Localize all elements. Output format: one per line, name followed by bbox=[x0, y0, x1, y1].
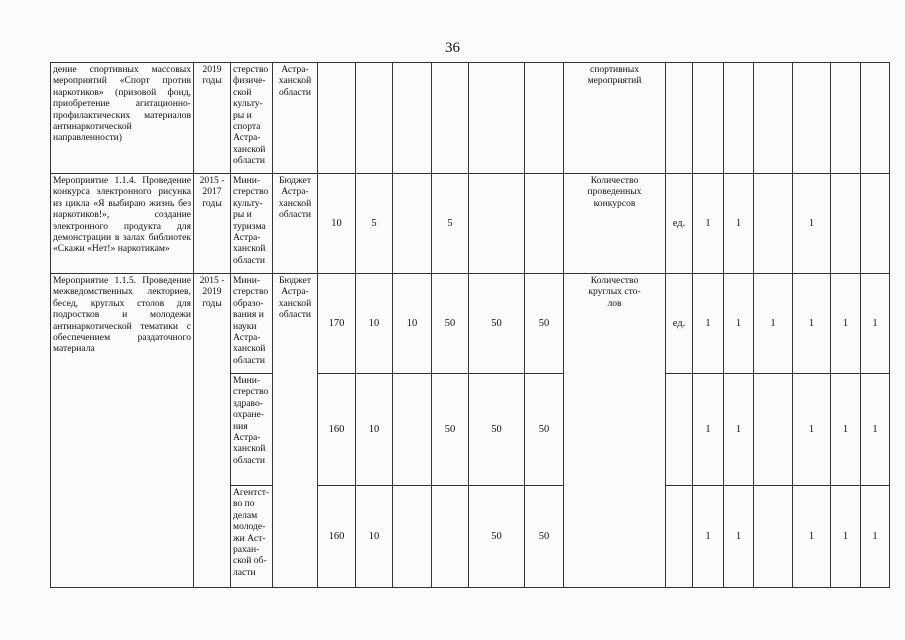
table-row bbox=[51, 274, 890, 374]
indicator-value bbox=[754, 486, 793, 588]
indicator-name: Количество проведенных конкурсов bbox=[564, 174, 666, 274]
activity-executor: Агентст- во по делам молоде- жи Аст- рахан- ской об- ласти bbox=[231, 486, 273, 588]
indicator-value: 1 bbox=[693, 486, 724, 588]
indicator-value-cell bbox=[693, 63, 724, 174]
indicator-value: 1 bbox=[831, 486, 861, 588]
indicator-value: 1 bbox=[793, 174, 831, 274]
activity-years: 2015 - 2019 годы bbox=[194, 274, 231, 588]
funding-value bbox=[393, 486, 432, 588]
table-row bbox=[51, 174, 890, 274]
funding-value: 50 bbox=[432, 374, 469, 486]
indicator-value: 1 bbox=[861, 374, 890, 486]
funding-value: 50 bbox=[432, 274, 469, 374]
funding-value-cell bbox=[469, 63, 525, 174]
unit-cell: ед. bbox=[666, 274, 693, 374]
funding-value-cell bbox=[525, 63, 564, 174]
indicator-value: 1 bbox=[793, 486, 831, 588]
indicator-value: 1 bbox=[693, 274, 724, 374]
indicator-value bbox=[754, 374, 793, 486]
indicator-value: 1 bbox=[831, 274, 861, 374]
unit-cell: ед. bbox=[666, 174, 693, 274]
funding-value-cell bbox=[318, 63, 356, 174]
table-row bbox=[51, 63, 890, 174]
unit-cell bbox=[666, 63, 693, 174]
indicator-value: 1 bbox=[861, 274, 890, 374]
indicator-value-cell bbox=[724, 63, 754, 174]
indicator-value bbox=[754, 174, 793, 274]
funding-value bbox=[393, 374, 432, 486]
unit-cell bbox=[666, 486, 693, 588]
indicator-value-cell bbox=[861, 63, 890, 174]
activity-executor: Мини- стерство образо- вания и науки Астра- ханской области bbox=[231, 274, 273, 374]
funding-value: 170 bbox=[318, 274, 356, 374]
program-activities-table bbox=[50, 62, 890, 588]
funding-value bbox=[525, 174, 564, 274]
funding-value: 50 bbox=[525, 374, 564, 486]
funding-value: 50 bbox=[469, 374, 525, 486]
indicator-name: Количество круглых сто- лов bbox=[564, 274, 666, 588]
funding-value bbox=[469, 174, 525, 274]
indicator-name: спортивных мероприятий bbox=[564, 63, 666, 174]
indicator-value: 1 bbox=[724, 486, 754, 588]
indicator-value: 1 bbox=[693, 174, 724, 274]
funding-value: 5 bbox=[432, 174, 469, 274]
funding-value: 10 bbox=[356, 274, 393, 374]
indicator-value-cell bbox=[831, 63, 861, 174]
indicator-value: 1 bbox=[724, 274, 754, 374]
activity-description: Мероприятие 1.1.4. Проведение конкурса электронного рисунка из цикла «Я выбираю жизнь без наркотиков!», создание электронного продукта для демонстрации в залах библиотек «Скажи «Нет!» наркотикам» bbox=[51, 174, 194, 274]
activity-description: Мероприятие 1.1.5. Проведение межведомственных лекториев, бесед, круглых столов для подростков и молодежи антинаркотической тематики с обеспечением раздаточного материала bbox=[51, 274, 194, 588]
activity-years: 2015 - 2017 годы bbox=[194, 174, 231, 274]
indicator-value: 1 bbox=[831, 374, 861, 486]
funding-value: 50 bbox=[469, 274, 525, 374]
indicator-value: 1 bbox=[861, 486, 890, 588]
funding-value: 160 bbox=[318, 374, 356, 486]
funding-value: 50 bbox=[469, 486, 525, 588]
funding-source: Астра- ханской области bbox=[273, 63, 318, 174]
activity-executor: Мини- стерство культу- ры и туризма Астра- ханской области bbox=[231, 174, 273, 274]
funding-value: 5 bbox=[356, 174, 393, 274]
funding-source: Бюджет Астра- ханской области bbox=[273, 274, 318, 588]
funding-value: 50 bbox=[525, 486, 564, 588]
activity-years: 2019 годы bbox=[194, 63, 231, 174]
indicator-value: 1 bbox=[724, 374, 754, 486]
funding-value: 10 bbox=[318, 174, 356, 274]
activity-executor: Мини- стерство здраво- охране- ния Астра- ханской области bbox=[231, 374, 273, 486]
funding-value-cell bbox=[356, 63, 393, 174]
indicator-value bbox=[831, 174, 861, 274]
indicator-value: 1 bbox=[693, 374, 724, 486]
unit-cell bbox=[666, 374, 693, 486]
indicator-value: 1 bbox=[793, 374, 831, 486]
activity-executor: стерство физиче- ской культу- ры и спорта Астра- ханской области bbox=[231, 63, 273, 174]
funding-value bbox=[432, 486, 469, 588]
funding-value: 10 bbox=[356, 374, 393, 486]
indicator-value-cell bbox=[793, 63, 831, 174]
indicator-value-cell bbox=[754, 63, 793, 174]
page-number: 36 bbox=[445, 40, 460, 56]
indicator-value bbox=[861, 174, 890, 274]
funding-value: 160 bbox=[318, 486, 356, 588]
funding-value-cell bbox=[432, 63, 469, 174]
indicator-value: 1 bbox=[793, 274, 831, 374]
funding-value: 10 bbox=[356, 486, 393, 588]
funding-value bbox=[393, 174, 432, 274]
activity-description: дение спортивных массовых мероприятий «Спорт против наркотиков» (призовой фонд, приобретение агитационно-профилактических материалов антинаркотической направленности) bbox=[51, 63, 194, 174]
indicator-value: 1 bbox=[724, 174, 754, 274]
funding-value: 10 bbox=[393, 274, 432, 374]
funding-source: Бюджет Астра- ханской области bbox=[273, 174, 318, 274]
funding-value: 50 bbox=[525, 274, 564, 374]
indicator-value: 1 bbox=[754, 274, 793, 374]
funding-value-cell bbox=[393, 63, 432, 174]
